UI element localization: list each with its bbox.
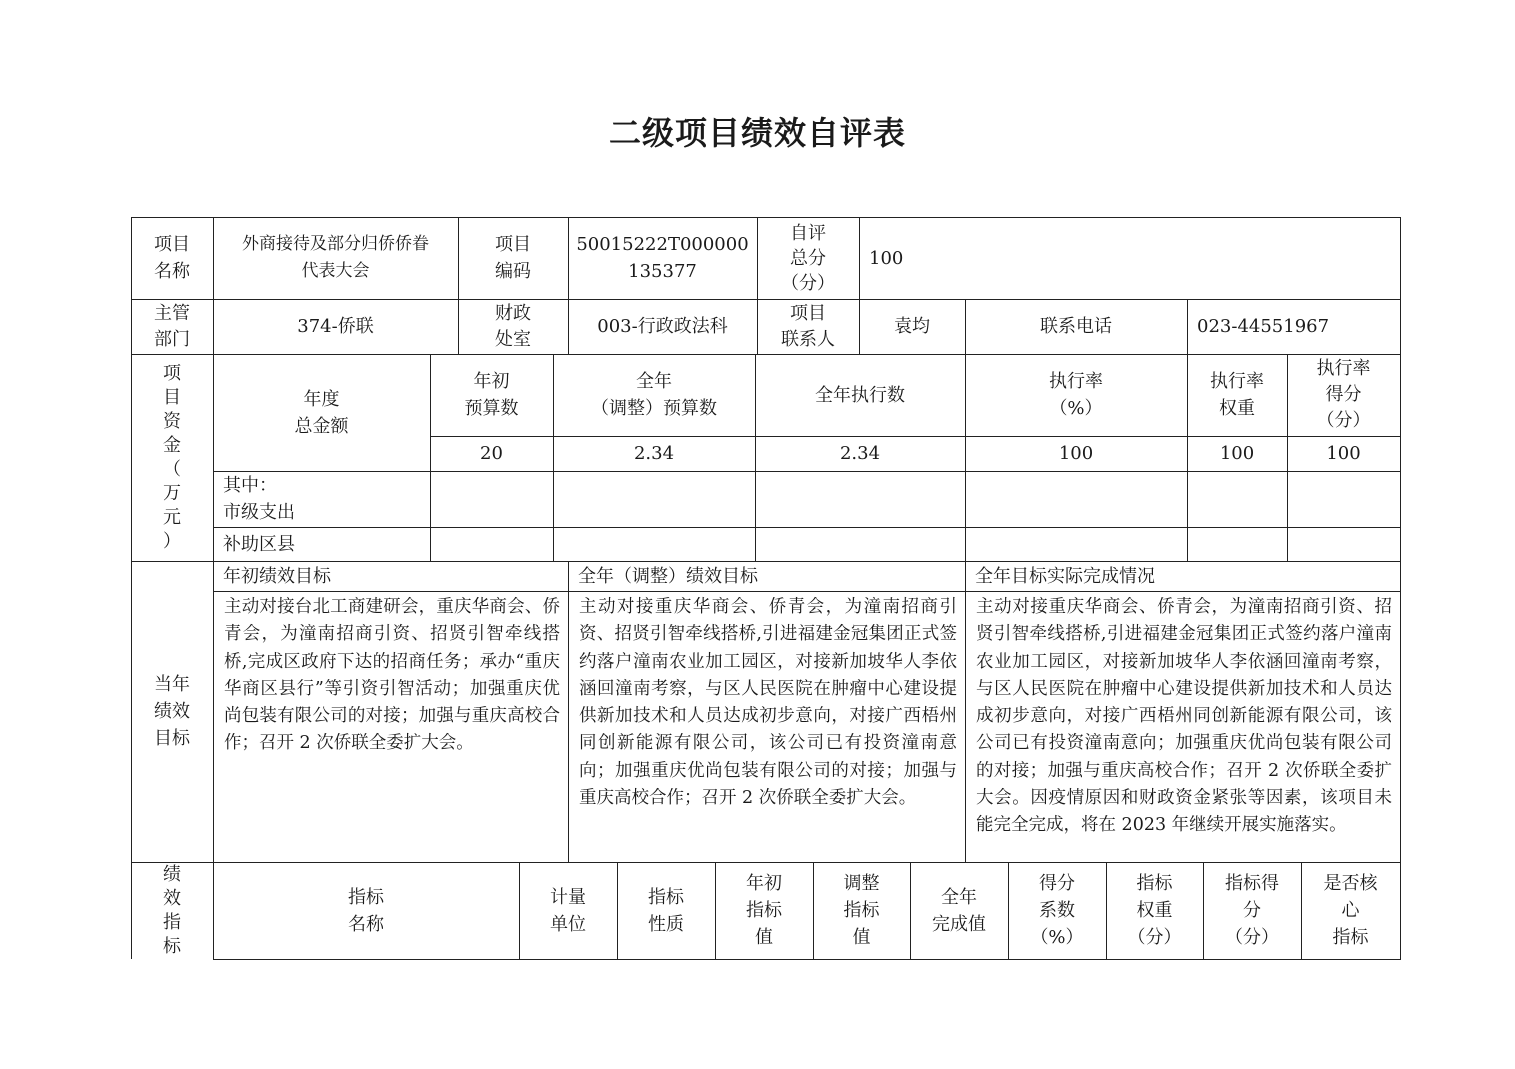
execution-rate-value: 100 (1058, 443, 1094, 464)
adjusted-budget-header: 全年 （调整）预算数 (591, 371, 717, 419)
project-code-label: 项目 编码 (495, 234, 531, 282)
annual-completion-header: 全年 完成值 (932, 886, 986, 935)
contact-value: 袁均 (894, 316, 930, 337)
page-title: 二级项目绩效自评表 (608, 114, 906, 152)
funds-section-label: 项 目 资 金 （ 万 元 ） (163, 362, 181, 552)
phone-label: 联系电话 (1040, 316, 1112, 337)
city-expense-label: 其中： 市级支出 (223, 475, 295, 523)
phone-value: 023-44551967 (1197, 316, 1330, 337)
annual-total-header: 年度 总金额 (294, 388, 349, 437)
unit-header: 计量 单位 (550, 886, 586, 935)
core-indicator-header: 是否核 心 指标 (1323, 873, 1378, 948)
initial-goal-text: 主动对接台北工商建研会，重庆华商会、侨青会，为潼南招商引资、招贤引智牵线搭桥,完成区政府下达的招商任务；承办“重庆华商区县行”等引资引智活动；加强重庆优尚包装有限公司的对接；加强与重庆高校合作；召开 2 次侨联全委扩大会。 (224, 597, 560, 754)
self-score-value: 100 (869, 247, 904, 269)
dept-label: 主管 部门 (154, 302, 190, 350)
self-score-label: 自评 总分 （分） (781, 222, 835, 294)
project-name-label: 项目 名称 (154, 234, 190, 282)
initial-budget-header: 年初 预算数 (464, 371, 519, 419)
finance-office-value: 003-行政政法科 (597, 316, 728, 337)
execution-weight-value: 100 (1219, 443, 1255, 464)
actual-completion-header: 全年目标实际完成情况 (975, 565, 1155, 587)
adjusted-budget-value: 2.34 (633, 443, 675, 464)
adjusted-goal-text: 主动对接重庆华商会、侨青会，为潼南招商引资、招贤引智牵线搭桥,引进福建金冠集团正式签约落户潼南农业加工园区，对接新加坡华人李依涵回潼南考察，与区人民医院在肿瘤中心建设提供新加技术和人员达成初步意向，对接广西梧州同创新能源有限公司，该公司已有投资潼南意向；加强重庆优尚包装有限公司的对接；加强与重庆高校合作；召开 2 次侨联全委扩大会。 (579, 597, 957, 809)
adjusted-goal-header: 全年（调整）绩效目标 (578, 565, 758, 587)
initial-budget-value: 20 (480, 443, 503, 464)
execution-weight-header: 执行率 权重 (1210, 371, 1264, 419)
execution-score-value: 100 (1326, 443, 1361, 464)
execution-score-header: 执行率 得分 （分） (1316, 358, 1371, 431)
county-subsidy-label: 补助区县 (223, 533, 295, 555)
execution-rate-header: 执行率 （%） (1049, 371, 1103, 419)
initial-goal-header: 年初绩效目标 (223, 565, 331, 587)
indicator-name-header: 指标 名称 (348, 886, 384, 935)
indicator-nature-header: 指标 性质 (648, 886, 684, 935)
indicators-section-label: 绩 效 指 标 (163, 863, 181, 957)
project-name-value: 外商接待及部分归侨侨眷 代表大会 (242, 234, 429, 281)
project-code-value: 50015222T000000 135377 (576, 234, 749, 282)
goals-section-label: 当年 绩效 目标 (154, 674, 190, 749)
dept-value: 374-侨联 (297, 316, 374, 337)
finance-office-label: 财政 处室 (495, 302, 531, 350)
annual-executed-value: 2.34 (839, 443, 881, 464)
initial-indicator-value-header: 年初 指标 值 (746, 873, 782, 948)
actual-completion-text: 主动对接重庆华商会、侨青会，为潼南招商引资、招贤引智牵线搭桥,引进福建金冠集团正式签约落户潼南农业加工园区，对接新加坡华人李依涵回潼南考察，与区人民医院在肿瘤中心建设提供新加技术和人员达成初步意向，对接广西梧州同创新能源有限公司，该公司已有投资潼南意向；加强重庆优尚包装有限公司的对接；加强与重庆高校合作；召开 2 次侨联全委扩大会。因疫情原因和财政资金紧张等因素，该项目未能完全完成，将在 2023 年继续开展实施落实。 (976, 597, 1392, 836)
indicator-weight-header: 指标 权重 （分） (1127, 873, 1182, 948)
annual-executed-header: 全年执行数 (815, 384, 905, 406)
contact-label: 项目 联系人 (781, 302, 835, 350)
adjusted-indicator-value-header: 调整 指标 值 (843, 873, 880, 948)
indicator-score-header: 指标得 分 （分） (1225, 873, 1279, 948)
score-coefficient-header: 得分 系数 （%） (1030, 873, 1084, 948)
